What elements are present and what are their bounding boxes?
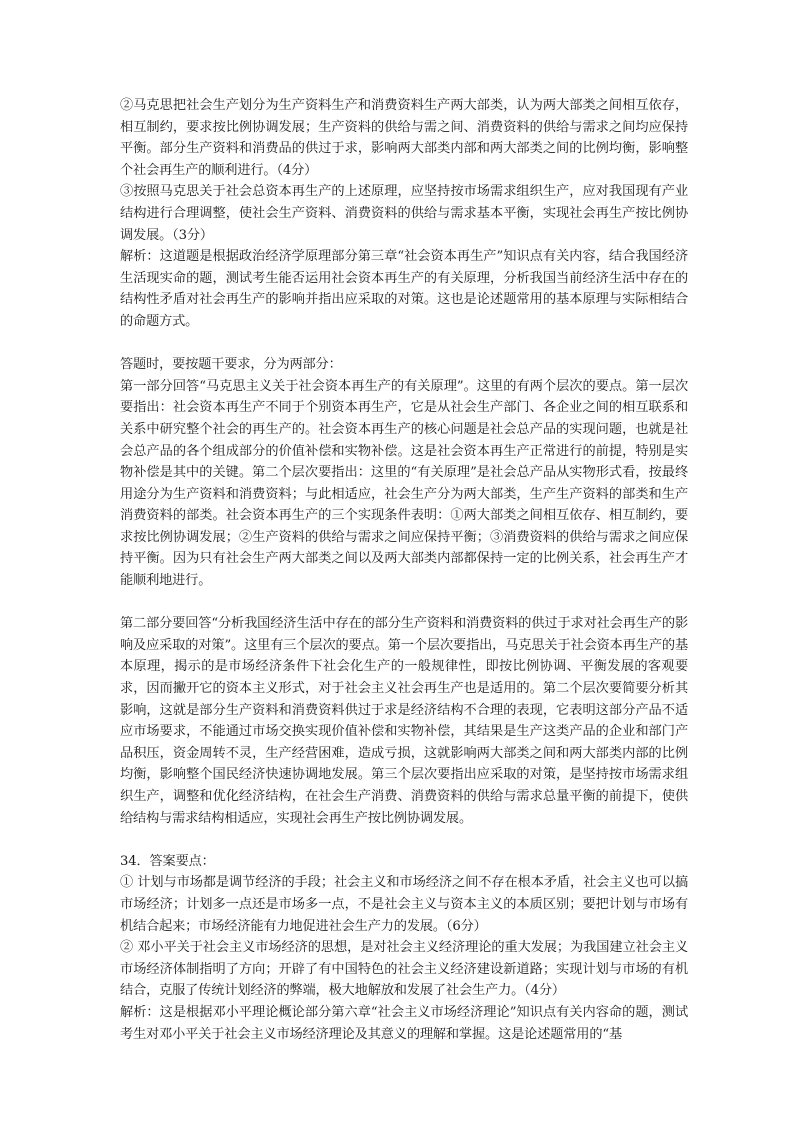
p-6: 第二部分要回答“分析我国经济生活中存在的部分生产资料和消费资料的供过于求对社会再生产的影响及应采取的对策”。这里有三个层次的要点。第一个层次要指出，马克思关于社会资本再生产的基本原理，揭示的是市场经济条件下社会化生产的一般规律性，即按比例协调、平衡发展的客观要求，因而撇开它的资本主义形式，对于社会主义社会再生产也是适用的。第二个层次要简要分析其影响，这就是部分生产资料和消费资料供过于求是经济结构不合理的表现，它表明这部分产品不适应市场要求，不能通过市场交换实现价值补偿和实物补偿，其结果是生产这类产品的企业和部门产品积压，资金周转不灵，生产经营困难，造成亏损，这就影响两大部类之间和两大部类内部的比例均衡，影响整个国民经济快速协调地发展。第三个层次要指出应采取的对策，是坚持按市场需求组织生产，调整和优化经济结构，在社会生产消费、消费资料的供给与需求总量平衡的前提下，使供给结构与需求结构相适应，实现社会再生产按比例协调发展。 (120, 616, 688, 826)
p-3: 解析：这道题是根据政治经济学原理部分第三章“社会资本再生产”知识点有关内容，结合我国经济生活现实命的题，测试考生能否运用社会资本再生产的有关原理，分析我国当前经济生活中存在的结构性矛盾对社会再生产的影响并指出应采取的对策。这也是论述题常用的基本原理与实际相结合的命题方式。 (120, 249, 688, 329)
p-10: 解析：这是根据邓小平理论概论部分第六章“社会主义市场经济理论”知识点有关内容命的题，测试考生对邓小平关于社会主义市场经济理论及其意义的理解和掌握。这是论述题常用的“基 (120, 1004, 688, 1042)
p-8: ① 计划与市场都是调节经济的手段；社会主义和市场经济之间不存在根本矛盾，社会主义也可以搞市场经济；计划多一点还是市场多一点，不是社会主义与资本主义的本质区别；要把计划与市场有机结合起来；市场经济能有力地促进社会生产力的发展。（6分） (120, 875, 688, 934)
p-1: ②马克思把社会生产划分为生产资料生产和消费资料生产两大部类，认为两大部类之间相互依存，相互制约，要求按比例协调发展；生产资料的供给与需之间、消费资料的供给与需求之间均应保持平衡。部分生产资料和消费品的供过于求，影响两大部类内部和两大部类之间的比例均衡，影响整个社会再生产的顺利进行。（4分） (120, 98, 688, 178)
p-9: ② 邓小平关于社会主义市场经济的思想，是对社会主义经济理论的重大发展；为我国建立社会主义市场经济体制指明了方向；开辟了有中国特色的社会主义经济建设新道路；实现计划与市场的有机结合，克服了传统计划经济的弊端，极大地解放和发展了社会生产力。（4分） (120, 940, 688, 999)
p-5: 第一部分回答“马克思主义关于社会资本再生产的有关原理”。这里的有两个层次的要点。第一层次要指出：社会资本再生产不同于个别资本再生产，它是从社会生产部门、各企业之间的相互联系和关系中研究整个社会的再生产的。社会资本再生产的核心问题是社会总产品的实现问题，也就是社会总产品的各个组成部分的价值补偿和实物补偿。这是社会资本再生产正常进行的前提，特别是实物补偿是其中的关键。第二个层次要指出：这里的“有关原理”是社会总产品从实物形式看，按最终用途分为生产资料和消费资料；与此相适应，社会生产分为两大部类，生产生产资料的部类和生产消费资料的部类。社会资本再生产的三个实现条件表明：①两大部类之间相互依存、相互制约，要求按比例协调发展；②生产资料的供给与需求之间应保持平衡；③消费资料的供给与需求之间应保持平衡。因为只有社会生产两大部类之间以及两大部类内部都保持一定的比例关系，社会再生产才能顺利地进行。 (120, 378, 688, 589)
gap-3 (120, 829, 688, 851)
gap-2 (120, 592, 688, 614)
p-7: 34．答案要点： (120, 853, 215, 869)
p-4: 答题时，要按题干要求，分为两部分： (120, 357, 342, 373)
p-2: ③按照马克思关于社会总资本再生产的上述原理，应坚持按市场需求组织生产，应对我国现有产业结构进行合理调整，使社会生产资料、消费资料的供给与需求基本平衡，实现社会再生产按比例协调发展。（3分） (120, 184, 688, 243)
gap-1 (120, 333, 688, 355)
